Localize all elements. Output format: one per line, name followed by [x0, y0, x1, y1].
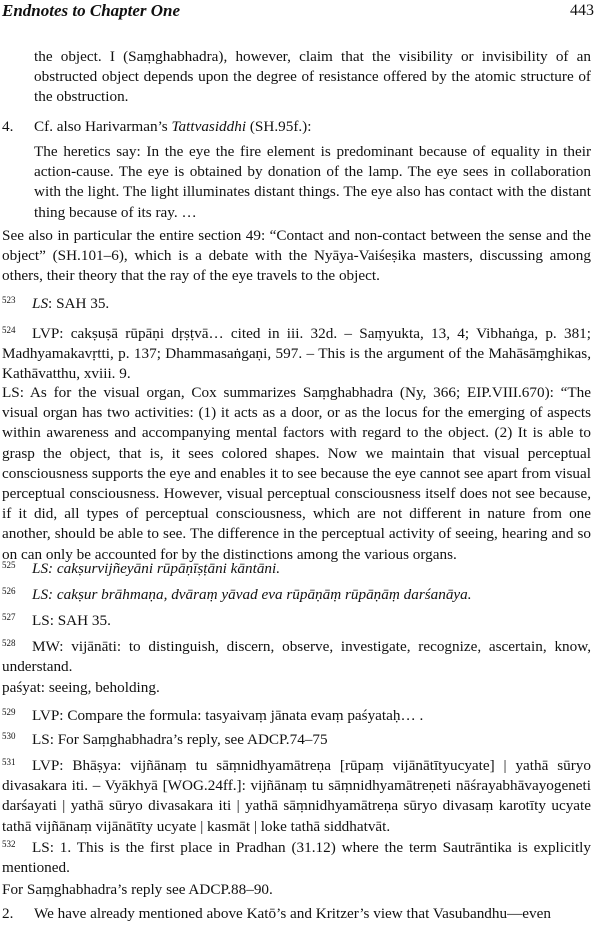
- list-item-2: [2, 904, 591, 924]
- text-italic: LS: [32, 295, 49, 312]
- note-number: 525: [2, 560, 16, 570]
- paragraph-3: [2, 226, 591, 287]
- text: (SH.95f.):: [246, 118, 312, 135]
- paragraph-text: For Saṃghabhadra’s reply see ADCP.88–90.: [2, 881, 273, 898]
- running-header: [2, 1, 594, 23]
- text-italic: Tattvasiddhi: [171, 118, 247, 135]
- paragraph-text: See also in particular the entire section 49: “Contact and non-contact between the sense and the object” (SH.101–6), which is a debate with the Nyāya-Vaiśeṣika masters, discussing among others, their theory that the ray of the eye travels to the object.: [2, 227, 591, 285]
- endnote-531: [2, 752, 591, 837]
- chapter-title: Endnotes to Chapter One: [2, 1, 181, 20]
- endnote-523: [2, 290, 591, 314]
- paragraph-ls: [2, 383, 591, 565]
- list-item-4: [2, 117, 591, 137]
- quote-text: The heretics say: In the eye the fire element is predominant because of equality in their action-cause. The eye is obtained by donation of the lamp. The eye sees in collaboration with the light. The light illuminates distant things. The eye also has contact with the distant thing because of its ray. …: [34, 143, 591, 221]
- endnote-530: [2, 726, 591, 750]
- note-text: LS: For Saṃghabhadra’s reply, see ADCP.74–75: [32, 731, 328, 748]
- note-text: LS: cakṣurvijñeyāni rūpāṇīṣṭāni kāntāni.: [32, 560, 281, 577]
- endnote-524: [2, 320, 591, 385]
- definition-pasyat: [2, 678, 591, 698]
- text: We have already mentioned above Katō’s and Kritzer’s view that Vasubandhu—even: [34, 905, 551, 922]
- note-number: 528: [2, 638, 16, 648]
- text: : SAH 35.: [48, 295, 110, 312]
- note-number: 524: [2, 325, 16, 335]
- endnote-529: [2, 702, 591, 726]
- endnote-532: [2, 834, 591, 878]
- note-number: 532: [2, 839, 16, 849]
- note-number: 523: [2, 295, 16, 305]
- note-text: LVP: Compare the formula: tasyaivaṃ jānata evaṃ paśyataḥ… .: [32, 707, 424, 724]
- endnote-528: [2, 633, 591, 677]
- list-number: 2.: [2, 905, 14, 922]
- note-text: 532 LS: 1. This is the first place in Pradhan (31.12) where the term Sautrāntika is explicitly mentioned.: [2, 834, 591, 878]
- note-number: 530: [2, 731, 16, 741]
- note-number: 526: [2, 586, 16, 596]
- note-text: 531 LVP: Bhāṣya: vijñānaṃ tu sāṃnidhyamātreṇa [rūpaṃ vijānātītyucyate] | yathā sūryo divasakara iti. – Vyākhyā [WOG.24ff.]: vijñānaṃ tu sāṃnidhyamātreṇeti nāśrayabhāvayogeneti darśayati | yathā sūryo divasakara iti | yathā sāṃnidhyamātreṇa sūryo divasaṃ karotīty ucyate tathā vijñānaṃ vijānātīty ucyate | kasmāt | loke tathā siddhatvāt.: [2, 752, 591, 837]
- paragraph-reply: [2, 880, 591, 900]
- paragraph-1: [34, 47, 591, 108]
- note-number: 529: [2, 707, 16, 717]
- note-text: 528 MW: vijānāti: to distinguish, discern, observe, investigate, recognize, ascertain, know, understand.: [2, 633, 591, 677]
- note-text: 524 LVP: cakṣuṣā rūpāṇi dṛṣṭvā… cited in iii. 32d. – Saṃyukta, 13, 4; Vibhaṅga, p. 381; Madhyamakavṛtti, p. 137; Dhammasaṅgaṇi, 597. – This is the argument of the Mahāsāṃghikas, Kathāvatthu, xviii. 9.: [2, 320, 591, 385]
- endnote-527: [2, 607, 591, 631]
- endnote-525: [2, 555, 591, 579]
- page-number: 443: [570, 2, 594, 19]
- note-text: LS: SAH 35.: [32, 612, 111, 629]
- note-text: LS: cakṣur brāhmaṇa, dvāraṃ yāvad eva rūpāṇāṃ rūpāṇāṃ darśanāya.: [32, 586, 472, 603]
- list-number: 4.: [2, 118, 14, 135]
- paragraph-text: the object. I (Saṃghabhadra), however, claim that the visibility or invisibility of an obstructed object depends upon the degree of resistance offered by the atomic structure of the obstruction.: [34, 48, 591, 106]
- definition-text: paśyat: seeing, beholding.: [2, 679, 160, 696]
- text: Cf. also Harivarman’s: [34, 118, 172, 135]
- note-number: 527: [2, 612, 16, 622]
- endnote-526: [2, 581, 591, 605]
- note-number: 531: [2, 757, 16, 767]
- paragraph-text: LS: As for the visual organ, Cox summarizes Saṃghabhadra (Ny, 366; EIP.VIII.670): “The visual organ has two activities: (1) it acts as a door, or as the locus for the emerging of aspects within awareness and accompanying mental factors with regard to the object. (2) It is able to grasp the object, that is, it sees colored shapes. Now we maintain that visual perceptual consciousness supports the eye and enables it to see because the eye cannot see apart from visual perceptual consciousness. However, visual perceptual consciousness itself does not see because, if it did, all types of perceptual consciousness, which are not different in nature from one another, should be able to see. The difference in the perceptual activity of seeing, hearing and so on can only be accounted for by the distinctions among the various organs.: [2, 384, 591, 563]
- block-quote: [34, 142, 591, 223]
